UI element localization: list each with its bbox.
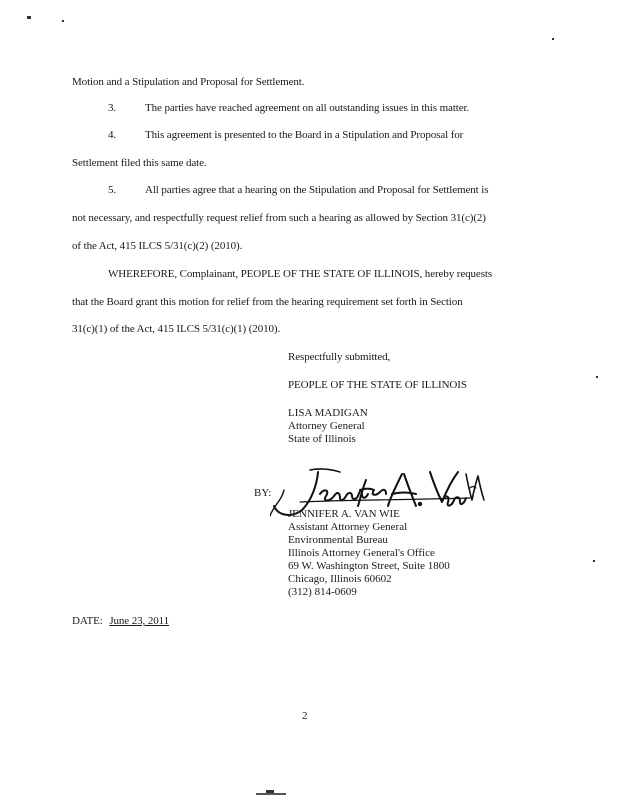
attorney-general-title: Attorney General	[288, 420, 365, 432]
date-label: DATE:	[72, 615, 103, 627]
scan-speck	[596, 376, 598, 378]
by-label: BY:	[254, 487, 272, 499]
scan-mark	[266, 790, 274, 793]
body-line: Motion and a Stipulation and Proposal for Settlement.	[72, 76, 305, 88]
paragraph-4-text: This agreement is presented to the Board in a Stipulation and Proposal for	[145, 129, 464, 141]
paragraph-number: 5.	[108, 184, 117, 196]
paragraph-4-continuation: Settlement filed this same date.	[72, 157, 207, 169]
date-value: June 23, 2011	[109, 615, 170, 627]
signer-bureau: Environmental Bureau	[288, 534, 388, 546]
attorney-general-name: LISA MADIGAN	[288, 407, 368, 419]
scan-speck	[62, 20, 64, 22]
wherefore-clause: WHEREFORE, Complainant, PEOPLE OF THE STATE OF ILLINOIS, hereby requests	[108, 268, 493, 280]
signer-city: Chicago, Illinois 60602	[288, 573, 392, 585]
attorney-general-state: State of Illinois	[288, 433, 356, 445]
wherefore-clause: that the Board grant this motion for relief from the hearing requirement set forth in Section	[72, 296, 463, 308]
paragraph-5-continuation: of the Act, 415 ILCS 5/31(c)(2) (2010).	[72, 240, 243, 252]
paragraph-5-continuation: not necessary, and respectfully request relief from such a hearing as allowed by Section 31(c)(2)	[72, 212, 486, 224]
closing-respectfully: Respectfully submitted,	[288, 351, 391, 363]
date-line	[72, 615, 169, 628]
page-number: 2	[302, 710, 308, 722]
signer-phone: (312) 814-0609	[288, 586, 357, 598]
scan-speck	[27, 16, 31, 19]
closing-party: PEOPLE OF THE STATE OF ILLINOIS	[288, 379, 467, 391]
signer-title: Assistant Attorney General	[288, 521, 408, 533]
signer-street: 69 W. Washington Street, Suite 1800	[288, 560, 450, 572]
signer-office: Illinois Attorney General's Office	[288, 547, 435, 559]
scan-speck	[593, 560, 595, 562]
signer-name: JENNIFER A. VAN WIE	[288, 508, 400, 520]
paragraph-number: 4.	[108, 129, 117, 141]
scan-mark	[256, 793, 286, 795]
wherefore-clause: 31(c)(1) of the Act, 415 ILCS 5/31(c)(1) (2010).	[72, 323, 281, 335]
paragraph-3-text: The parties have reached agreement on all outstanding issues in this matter.	[145, 102, 470, 114]
paragraph-number: 3.	[108, 102, 117, 114]
scan-speck	[552, 38, 554, 40]
paragraph-5-text: All parties agree that a hearing on the Stipulation and Proposal for Settlement is	[145, 184, 489, 196]
